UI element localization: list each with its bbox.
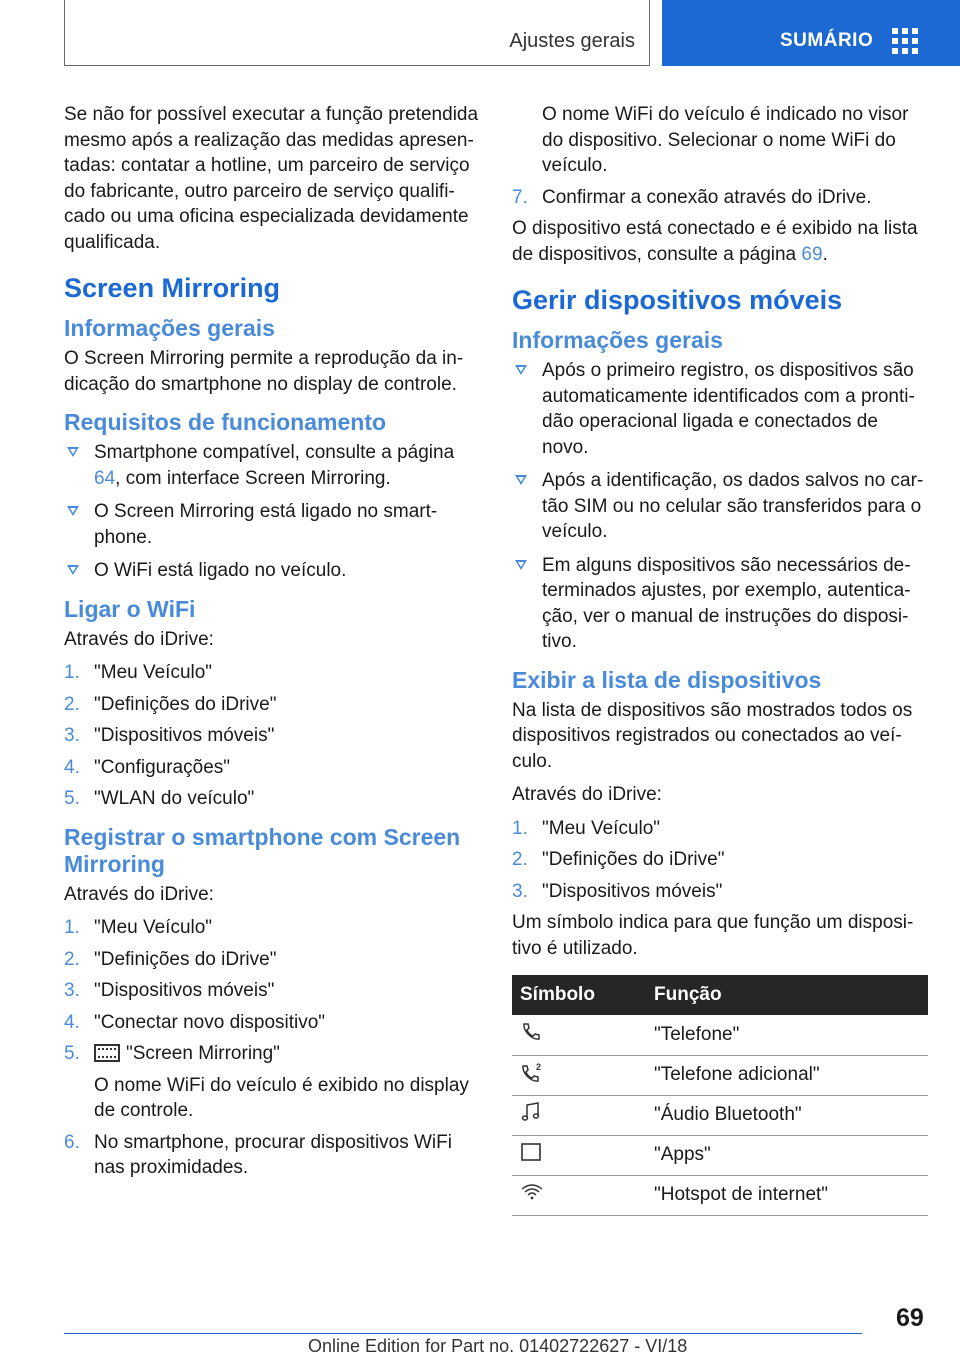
continued-steps (512, 102, 928, 210)
function-label: "Áudio Bluetooth" (646, 1095, 928, 1135)
symbol-table (512, 975, 928, 1216)
music-note-icon (520, 1101, 542, 1123)
list-item: 7. Confirmar a conexão através do iDrive. (512, 186, 872, 208)
list-item: Em alguns dispositivos são necessários de‐terminados ajustes, por exemplo, autentica‐ção, ver o manual de instruções do disposi‐tivo. (512, 553, 928, 655)
section-title: Ajustes gerais (509, 30, 635, 52)
heading-requirements: Requisitos de funcionamento (64, 409, 387, 435)
table-row (512, 1015, 928, 1055)
list-item: 1. "Meu Veículo" (512, 817, 661, 839)
list-item: 5. "WLAN do veículo" (64, 788, 255, 809)
heading-general-info: Informações gerais (512, 327, 723, 353)
page-header (64, 0, 960, 66)
list-item: 4. "Configurações" (64, 756, 231, 778)
table-header-row (512, 975, 928, 1015)
triangle-bullet-icon (515, 560, 527, 570)
list-item: 2. "Definições do iDrive" (64, 948, 277, 970)
phone-icon (520, 1021, 542, 1043)
right-column (512, 102, 928, 1216)
symbol-paragraph: Um símbolo indica para que função um disposi‐tivo é utilizado. (512, 912, 914, 959)
triangle-bullet-icon (515, 475, 527, 485)
phone-2-icon (520, 1061, 544, 1083)
apps-square-icon (520, 1141, 542, 1163)
list-item: 3. "Dispositivos móveis" (64, 980, 275, 1001)
list-item: 3. "Dispositivos móveis" (512, 880, 723, 902)
list-item: 5. "Screen Mirroring" O nome WiFi do veículo é exibido no display de controle. (64, 1041, 480, 1124)
left-column (64, 102, 480, 1187)
list-item: 3. "Dispositivos móveis" (64, 725, 275, 746)
header-title-box (64, 0, 650, 66)
list-item: Smartphone compatível, consulte a página 64, com interface Screen Mirroring. (64, 440, 480, 491)
triangle-bullet-icon (67, 506, 79, 516)
summary-label: SUMÁRIO (780, 30, 874, 51)
via-idrive: Através do iDrive: (64, 883, 214, 905)
grid-menu-icon (892, 28, 920, 56)
list-item: 2. "Definições do iDrive" (64, 693, 277, 715)
function-label: "Hotspot de internet" (646, 1175, 928, 1215)
list-item: O Screen Mirroring está ligado no smart‐phone. (64, 499, 480, 550)
intro-paragraph: Se não for possível executar a função pretendida mesmo após a realização das medidas apresen‐tadas: contatar a hotline, um parceiro de serviço do fabricante, outro parceiro de serviço qualifi‐cado ou uma oficina especializada devidamente qualificada. (64, 104, 479, 253)
heading-manage-devices: Gerir dispositivos móveis (512, 285, 843, 315)
wifi-steps (64, 660, 480, 812)
summary-button[interactable] (662, 0, 960, 66)
list-item: 6. No smartphone, procurar dispositivos WiFi nas proximidades. (64, 1131, 452, 1178)
screen-mirroring-icon (94, 1044, 120, 1062)
triangle-bullet-icon (67, 447, 79, 457)
connected-paragraph: O dispositivo está conectado e é exibido na lista de dispositivos, consulte a página 69. (512, 218, 918, 265)
via-idrive: Através do iDrive: (512, 784, 662, 805)
footer-divider (64, 1333, 862, 1334)
function-label: "Apps" (646, 1135, 928, 1175)
heading-device-list: Exibir a lista de dispositivos (512, 666, 822, 693)
heading-register: Registrar o smartphone com Screen Mirroring (64, 823, 461, 877)
table-row (512, 1135, 928, 1175)
column-header: Símbolo (512, 975, 646, 1015)
list-item: 2. "Definições do iDrive" (512, 849, 725, 870)
heading-general-info: Informações gerais (64, 315, 275, 341)
via-idrive: Através do iDrive: (64, 628, 214, 650)
table-row (512, 1095, 928, 1135)
list-item: Após o primeiro registro, os dispositivos são automaticamente identificados com a pronti‐dão operacional ligada e conectados de novo. (512, 358, 928, 460)
list-item: 1. "Meu Veículo" (64, 917, 213, 938)
step-note: O nome WiFi do veículo é exibido no display de controle. (94, 1074, 469, 1121)
list-item: Após a identificação, os dados salvos no car‐tão SIM ou no celular são transferidos para o veículo. (512, 468, 928, 545)
heading-screen-mirroring: Screen Mirroring (64, 273, 281, 303)
column-header: Função (646, 975, 928, 1015)
triangle-bullet-icon (67, 565, 79, 575)
wifi-hotspot-icon (520, 1181, 544, 1203)
heading-wifi: Ligar o WiFi (64, 595, 196, 622)
list-paragraph: Na lista de dispositivos são mostrados todos os dispositivos registrados ou conectados ao veí‐culo. (512, 699, 913, 772)
list-steps (512, 816, 928, 905)
function-label: "Telefone adicional" (646, 1055, 928, 1095)
list-item: O WiFi está ligado no veículo. (64, 558, 480, 584)
page-link-64[interactable]: 64 (94, 467, 116, 489)
function-label: "Telefone" (646, 1015, 928, 1055)
page-link-69[interactable]: 69 (801, 243, 823, 265)
triangle-bullet-icon (515, 365, 527, 375)
table-row (512, 1175, 928, 1215)
table-row (512, 1055, 928, 1095)
list-item: 4. "Conectar novo dispositivo" (64, 1011, 326, 1033)
register-steps (64, 915, 480, 1181)
edition-note: Online Edition for Part no. 01402722627 - VI/18 (308, 1336, 688, 1356)
info-bullets (512, 358, 928, 655)
requirements-list (64, 440, 480, 584)
info-paragraph: O Screen Mirroring permite a reprodução da in‐dicação do smartphone no display de controle. (64, 348, 464, 395)
list-item: 1. "Meu Veículo" (64, 662, 213, 683)
svg-text:2: 2 (536, 1062, 542, 1072)
list-item: O nome WiFi do veículo é indicado no visor do dispositivo. Selecionar o nome WiFi do veículo. (542, 104, 909, 176)
page-number: 69 (896, 1304, 924, 1332)
